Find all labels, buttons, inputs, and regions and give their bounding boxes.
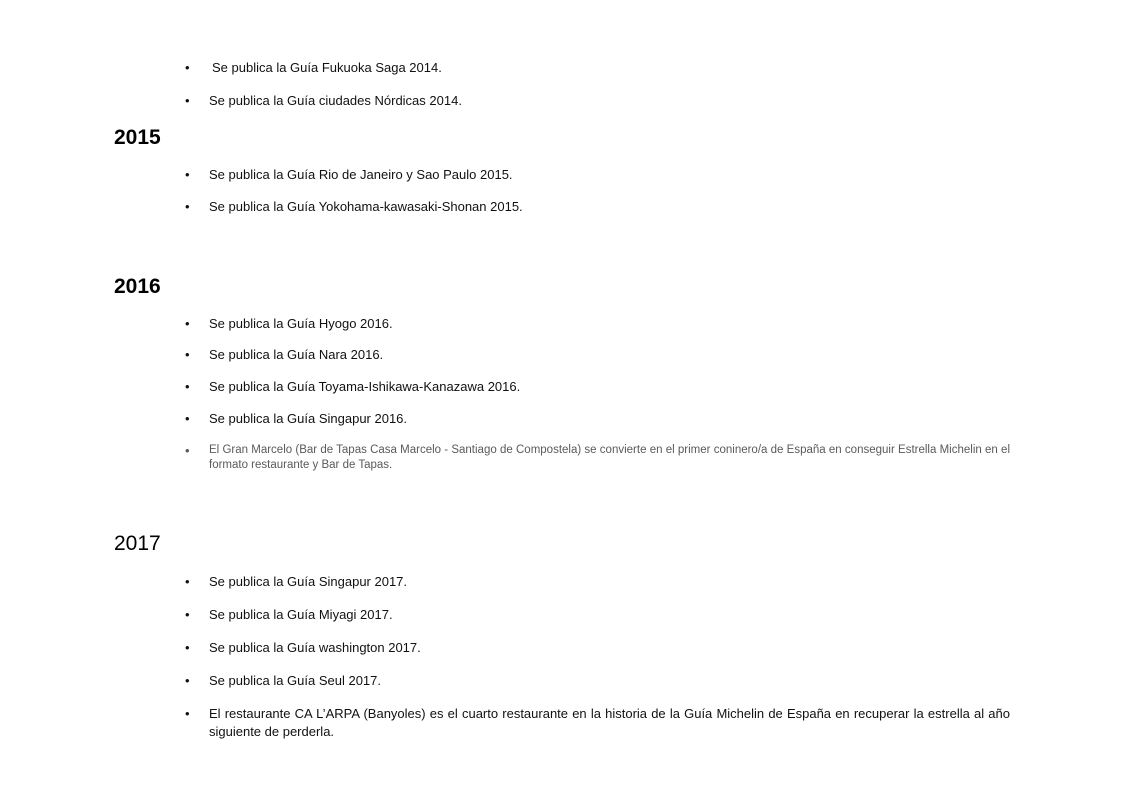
list-item-text: El Gran Marcelo (Bar de Tapas Casa Marcelo - Santiago de Compostela) se convierte en el primer coninero/a de España en conseguir Estrella Michelin en el formato restaurante y Bar de Tapas. <box>209 444 1010 471</box>
year-heading-2017: 2017 <box>114 532 161 555</box>
bullet-icon: • <box>185 199 190 214</box>
bullet-icon: • <box>185 706 190 721</box>
bullet-icon: • <box>185 574 190 589</box>
list-item <box>185 573 1010 591</box>
year-heading-2015: 2015 <box>114 126 161 149</box>
list-item <box>185 166 1010 184</box>
list-item-text: Se publica la Guía Rio de Janeiro y Sao Paulo 2015. <box>209 167 513 182</box>
bullet-icon: • <box>185 443 190 458</box>
list-item-text: El restaurante CA L’ARPA (Banyoles) es el cuarto restaurante en la historia de la Guía Michelin de España en recuperar la estrella al año siguiente de perderla. <box>209 706 1010 739</box>
bullet-icon: • <box>185 411 190 426</box>
list-item <box>185 59 1010 77</box>
list-item <box>185 672 1010 690</box>
list-item <box>185 315 1010 333</box>
bullet-icon: • <box>185 347 190 362</box>
list-item <box>185 346 1010 364</box>
list-item-text: Se publica la Guía washington 2017. <box>209 640 421 655</box>
list-item <box>185 410 1010 428</box>
list-item-text: Se publica la Guía Yokohama-kawasaki-Shonan 2015. <box>209 199 523 214</box>
list-item <box>185 198 1010 216</box>
year-heading-2016: 2016 <box>114 275 161 298</box>
list-item <box>185 92 1010 110</box>
list-item-text: Se publica la Guía Miyagi 2017. <box>209 607 393 622</box>
list-item-text: Se publica la Guía Seul 2017. <box>209 673 382 688</box>
list-item-text: Se publica la Guía Singapur 2017. <box>209 574 408 589</box>
bullet-icon: • <box>185 60 190 75</box>
bullet-icon: • <box>185 93 190 108</box>
list-item-note <box>185 443 1010 473</box>
list-item <box>185 705 1010 741</box>
list-item-text: Se publica la Guía Fukuoka Saga 2014. <box>212 60 442 75</box>
list-item-text: Se publica la Guía Nara 2016. <box>209 347 384 362</box>
bullet-icon: • <box>185 673 190 688</box>
list-item-text: Se publica la Guía ciudades Nórdicas 2014. <box>209 93 462 108</box>
bullet-icon: • <box>185 607 190 622</box>
bullet-icon: • <box>185 167 190 182</box>
list-item <box>185 639 1010 657</box>
bullet-icon: • <box>185 640 190 655</box>
list-item-text: Se publica la Guía Singapur 2016. <box>209 411 408 426</box>
list-item <box>185 606 1010 624</box>
list-item <box>185 378 1010 396</box>
bullet-icon: • <box>185 316 190 331</box>
list-item-text: Se publica la Guía Hyogo 2016. <box>209 316 393 331</box>
list-item-text: Se publica la Guía Toyama-Ishikawa-Kanazawa 2016. <box>209 379 521 394</box>
bullet-icon: • <box>185 379 190 394</box>
